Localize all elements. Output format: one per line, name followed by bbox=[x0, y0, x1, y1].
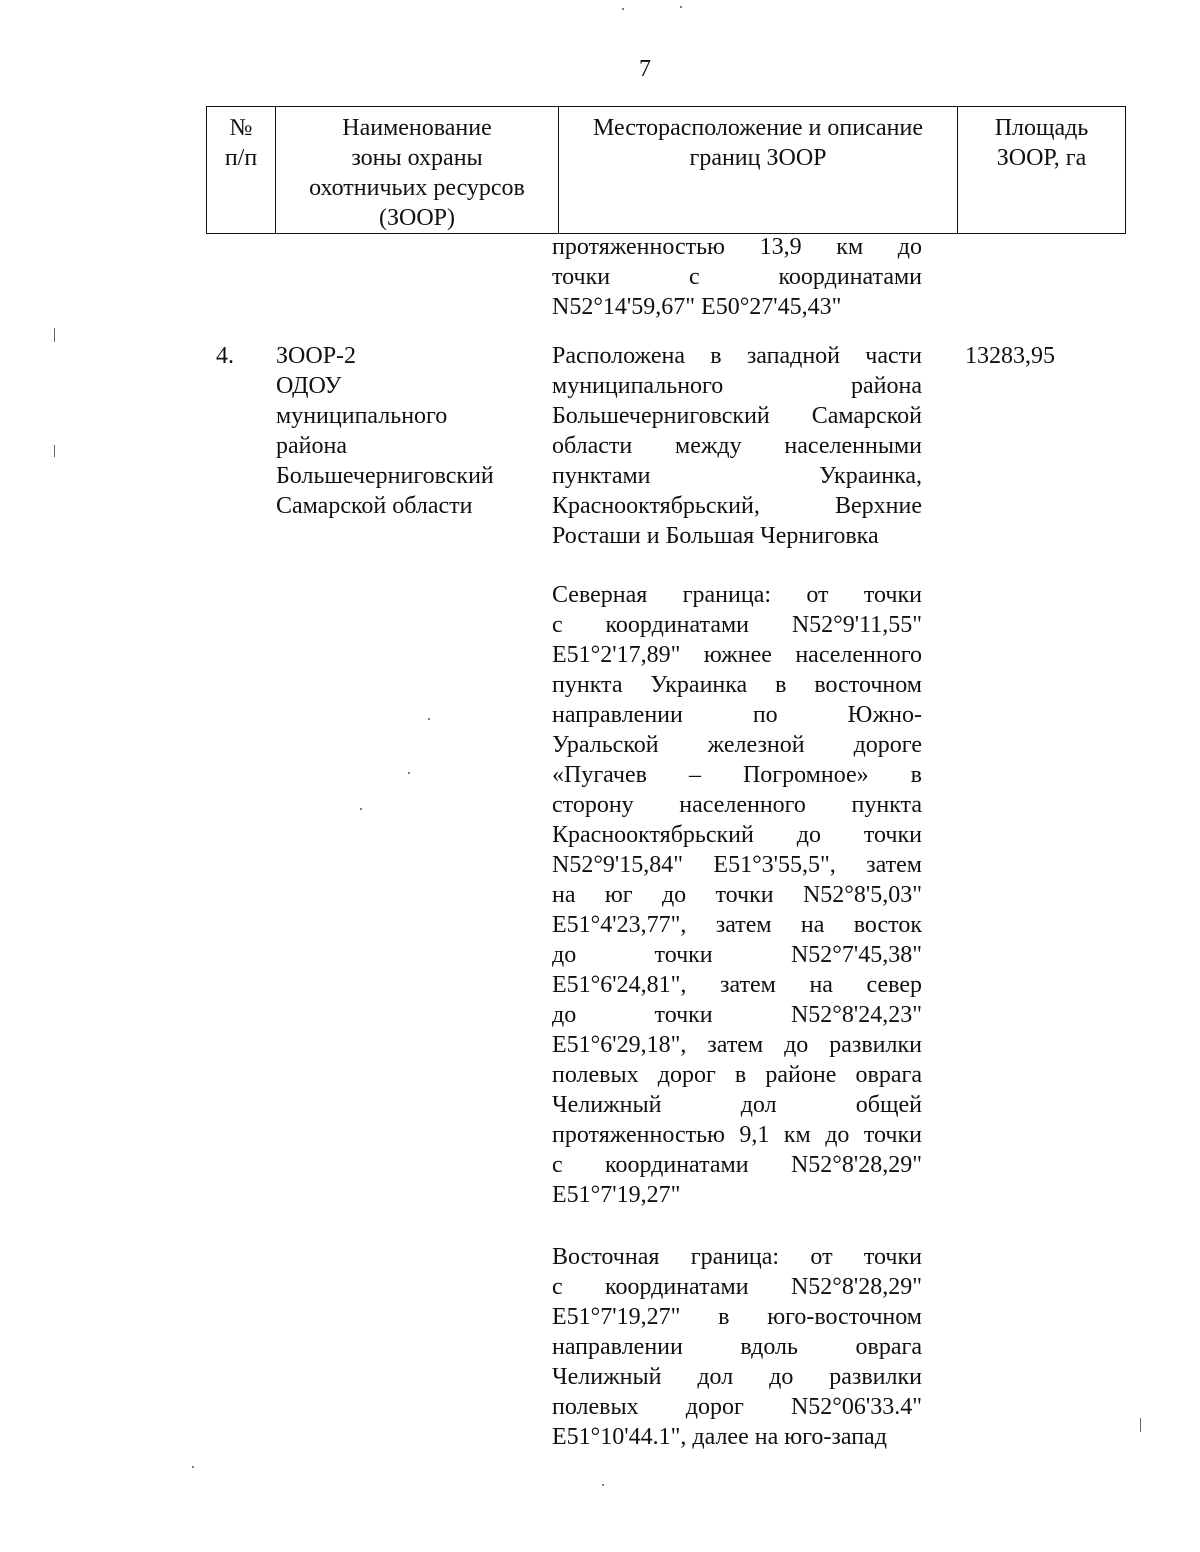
text-line: пункта Украинка в восточном bbox=[552, 672, 922, 698]
text-line: до точки N52°7'45,38" bbox=[552, 942, 922, 968]
header-area-cell bbox=[958, 107, 1126, 234]
zone-name bbox=[276, 341, 536, 521]
text-line: «Пугачев – Погромное» в bbox=[552, 762, 922, 788]
north-border-description bbox=[552, 580, 922, 1210]
text-line: Расположена в западной части bbox=[552, 343, 922, 369]
text-line: муниципального района bbox=[552, 373, 922, 399]
location-intro bbox=[552, 341, 922, 551]
scan-speck bbox=[622, 8, 624, 10]
header-num-line: п/п bbox=[224, 145, 258, 171]
scan-mark bbox=[1140, 1418, 1141, 1432]
header-num-line: № bbox=[229, 115, 253, 141]
header-name-line: зоны охраны bbox=[351, 145, 483, 171]
text-line: E51°7'19,27" bbox=[552, 1182, 681, 1208]
text-line: E51°10'44.1", далее на юго-запад bbox=[552, 1424, 887, 1450]
text-line: протяженностью 13,9 км до bbox=[552, 234, 922, 260]
zone-name-line: ЗООР-2 bbox=[276, 343, 357, 369]
scan-mark bbox=[54, 328, 55, 342]
text-line: области между населенными bbox=[552, 433, 922, 459]
zone-name-line: района bbox=[276, 433, 347, 459]
text-line: с координатами N52°8'28,29" bbox=[552, 1274, 922, 1300]
header-num-cell bbox=[207, 107, 276, 234]
text-line: Челижный дол общей bbox=[552, 1092, 922, 1118]
scan-mark bbox=[54, 445, 55, 457]
text-line: полевых дорог N52°06'33.4" bbox=[552, 1394, 922, 1420]
scan-speck bbox=[192, 1466, 194, 1468]
header-area-line: Площадь bbox=[994, 115, 1089, 141]
text-line: Краснооктябрьский до точки bbox=[552, 822, 922, 848]
text-line: E51°6'29,18", затем до развилки bbox=[552, 1032, 922, 1058]
continuation-text bbox=[552, 232, 922, 322]
table-header bbox=[206, 106, 1126, 234]
text-line: E51°7'19,27" в юго-восточном bbox=[552, 1304, 922, 1330]
text-line: E51°2'17,89" южнее населенного bbox=[552, 642, 922, 668]
header-location-line: границ ЗООР bbox=[689, 145, 827, 171]
header-name-line: (ЗООР) bbox=[378, 205, 456, 231]
header-area-line: ЗООР, га bbox=[996, 145, 1087, 171]
text-line: Восточная граница: от точки bbox=[552, 1244, 922, 1270]
text-line: Уральской железной дороге bbox=[552, 732, 922, 758]
text-line: Челижный дол до развилки bbox=[552, 1364, 922, 1390]
zone-name-line: Самарской области bbox=[276, 493, 473, 519]
text-line: Росташи и Большая Черниговка bbox=[552, 523, 879, 549]
zone-name-line: муниципального bbox=[276, 403, 448, 429]
text-line: с координатами N52°9'11,55" bbox=[552, 612, 922, 638]
scan-speck bbox=[602, 1484, 604, 1486]
text-line: сторону населенного пункта bbox=[552, 792, 922, 818]
scan-speck bbox=[360, 808, 362, 810]
text-line: с координатами N52°8'28,29" bbox=[552, 1152, 922, 1178]
header-name-cell bbox=[276, 107, 559, 234]
east-border-description bbox=[552, 1242, 922, 1452]
header-location-cell bbox=[559, 107, 958, 234]
header-name-line: Наименование bbox=[342, 115, 492, 141]
text-line: точки с координатами bbox=[552, 264, 922, 290]
scan-speck bbox=[680, 6, 682, 8]
text-line: N52°9'15,84" E51°3'55,5", затем bbox=[552, 852, 922, 878]
text-line: до точки N52°8'24,23" bbox=[552, 1002, 922, 1028]
text-line: направлении по Южно- bbox=[552, 702, 922, 728]
scan-speck bbox=[408, 772, 410, 774]
text-line: пунктами Украинка, bbox=[552, 463, 922, 489]
zone-name-line: ОДОУ bbox=[276, 373, 342, 399]
header-name-line: охотничьих ресурсов bbox=[309, 175, 525, 201]
scan-speck bbox=[428, 718, 430, 720]
text-line: N52°14'59,67" E50°27'45,43" bbox=[552, 294, 842, 320]
page-number: 7 bbox=[639, 56, 651, 82]
row-number: 4. bbox=[216, 343, 234, 369]
text-line: полевых дорог в районе оврага bbox=[552, 1062, 922, 1088]
text-line: E51°6'24,81", затем на север bbox=[552, 972, 922, 998]
text-line: E51°4'23,77", затем на восток bbox=[552, 912, 922, 938]
text-line: протяженностью 9,1 км до точки bbox=[552, 1122, 922, 1148]
text-line: на юг до точки N52°8'5,03" bbox=[552, 882, 922, 908]
text-line: Северная граница: от точки bbox=[552, 582, 922, 608]
text-line: направлении вдоль оврага bbox=[552, 1334, 922, 1360]
zone-name-line: Большечерниговский bbox=[276, 463, 494, 489]
header-location-line: Месторасположение и описание bbox=[592, 115, 924, 141]
zone-area: 13283,95 bbox=[965, 343, 1055, 369]
text-line: Большечерниговский Самарской bbox=[552, 403, 922, 429]
text-line: Краснооктябрьский, Верхние bbox=[552, 493, 922, 519]
